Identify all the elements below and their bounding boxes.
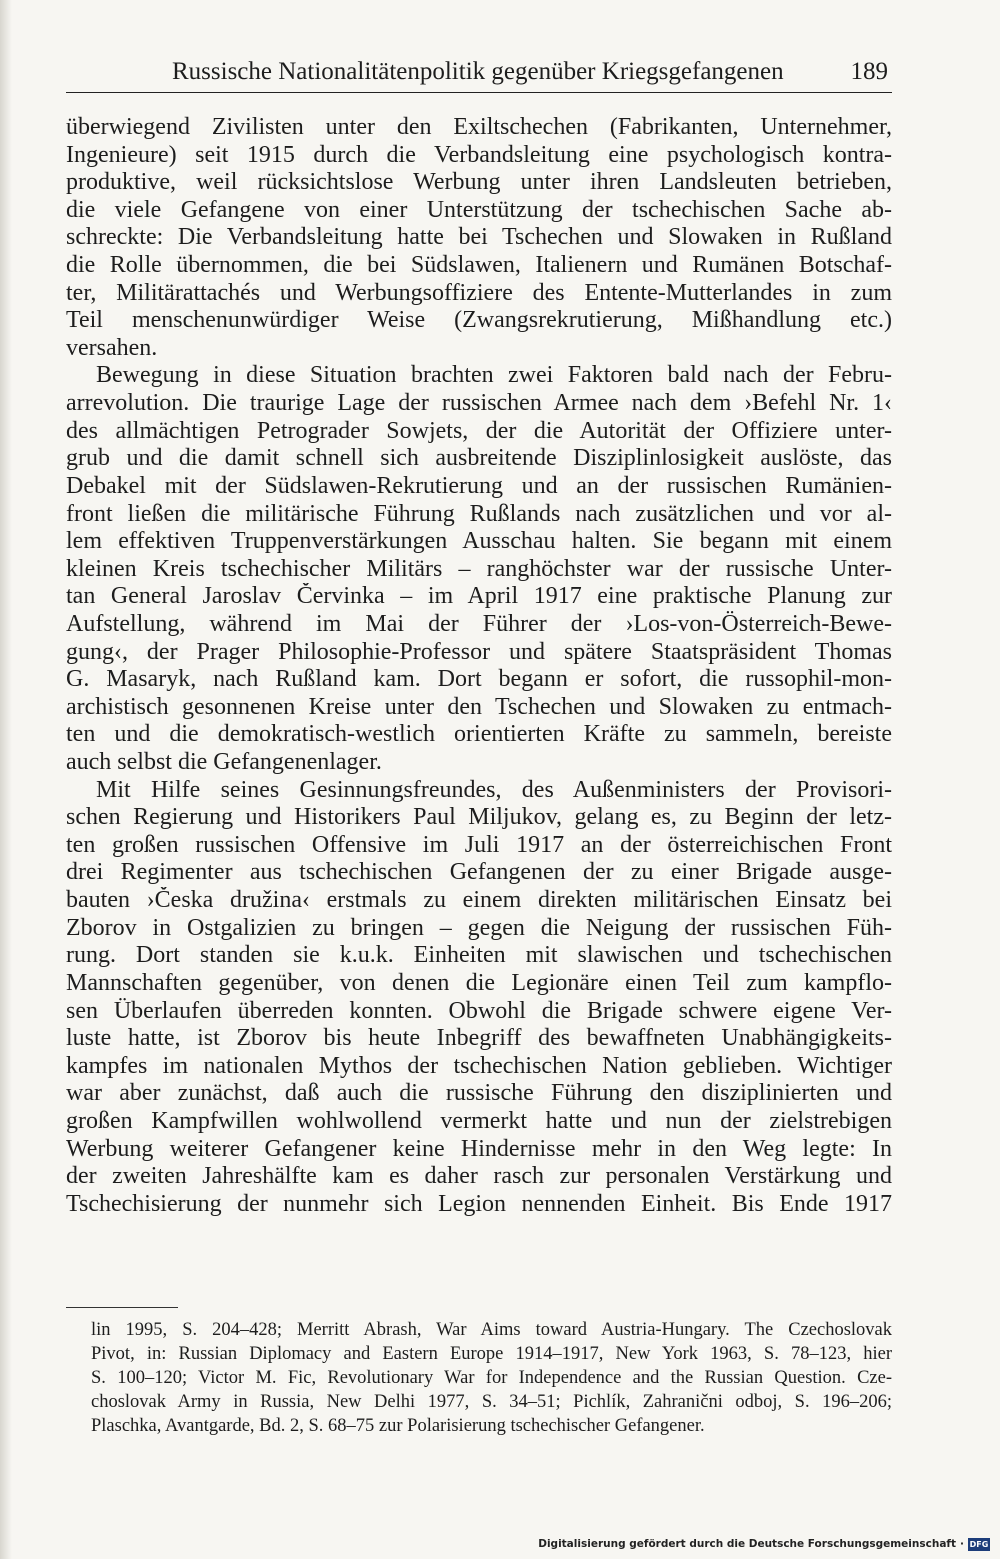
text-line: rung. Dort standen sie k.u.k. Einheiten mit slawischen und tschechischen <box>66 942 892 969</box>
text-line: versahen. <box>66 334 158 361</box>
text-line: drei Regimenter aus tschechischen Gefangenen der zu einer Brigade ausge- <box>66 859 892 886</box>
digitization-credit <box>538 1535 990 1553</box>
text-line: Zborov in Ostgalizien zu bringen – gegen die Neigung der russischen Füh- <box>66 914 892 941</box>
body-text <box>66 114 892 1218</box>
text-line: die viele Gefangene von einer Unterstützung der tschechischen Sache ab- <box>66 196 892 223</box>
dfg-logo: DFG <box>969 1539 989 1549</box>
footnote-line: lin 1995, S. 204–428; Merritt Abrash, War Aims toward Austria-Hungary. The Czechoslovak <box>91 1320 892 1340</box>
footnote-separator <box>66 1307 178 1308</box>
text-line: grub und die damit schnell sich ausbreitende Disziplinlosigkeit auslöste, das <box>66 445 892 472</box>
footnote-line: Plaschka, Avantgarde, Bd. 2, S. 68–75 zur Polarisierung tschechischer Gefangener. <box>91 1416 705 1436</box>
credit-separator: · <box>960 1538 964 1550</box>
footnote-line: S. 100–120; Victor M. Fic, Revolutionary War for Independence and the Russian Question. Cze- <box>91 1368 892 1388</box>
page-number: 189 <box>850 58 888 85</box>
text-line: Mannschaften gegenüber, von denen die Legionäre einen Teil zum kampflo- <box>66 969 892 996</box>
text-line: Teil menschenunwürdiger Weise (Zwangsrekrutierung, Mißhandlung etc.) <box>66 307 892 334</box>
text-line: ten großen russischen Offensive im Juli 1917 an der österreichischen Front <box>66 831 892 858</box>
text-line: auch selbst die Gefangenenlager. <box>66 749 382 776</box>
text-line: Mit Hilfe seines Gesinnungsfreundes, des Außenministers der Provisori- <box>96 776 892 803</box>
footnote-line: Pivot, in: Russian Diplomacy and Eastern Europe 1914–1917, New York 1963, S. 78–123, hier <box>91 1344 892 1364</box>
text-line: luste hatte, ist Zborov bis heute Inbegriff des bewaffneten Unabhängigkeits- <box>66 1025 892 1052</box>
text-line: der zweiten Jahreshälfte kam es daher rasch zur personalen Verstärkung und <box>66 1163 892 1190</box>
text-line: überwiegend Zivilisten unter den Exiltschechen (Fabrikanten, Unternehmer, <box>66 114 892 140</box>
text-line: Aufstellung, während im Mai der Führer der ›Los-von-Österreich-Bewe- <box>66 610 892 637</box>
text-line: Ingenieure) seit 1915 durch die Verbandsleitung eine psychologisch kontra- <box>66 141 892 168</box>
text-line: Bewegung in diese Situation brachten zwei Faktoren bald nach der Febru- <box>96 362 892 389</box>
text-line: Werbung weiterer Gefangener keine Hindernisse mehr in den Weg legte: In <box>66 1135 892 1162</box>
text-line: lem effektiven Truppenverstärkungen Ausschau halten. Sie begann mit einem <box>66 528 892 555</box>
text-line: archistisch gesonnenen Kreise unter den Tschechen und Slowaken zu entmach- <box>66 693 892 720</box>
page-scan-edge <box>0 0 12 1559</box>
text-line: großen Kampfwillen wohlwollend vermerkt hatte und nun der zielstrebigen <box>66 1107 892 1134</box>
text-line: des allmächtigen Petrograder Sowjets, der die Autorität der Offiziere unter- <box>66 417 892 444</box>
text-line: gung‹, der Prager Philosophie-Professor und spätere Staatspräsident Thomas <box>66 638 892 665</box>
text-line: schreckte: Die Verbandsleitung hatte bei Tschechen und Slowaken in Rußland <box>66 224 892 251</box>
text-line: ter, Militärattachés und Werbungsoffiziere des Entente-Mutterlandes in zum <box>66 279 892 306</box>
running-header <box>66 52 892 93</box>
footnotes <box>66 1318 892 1438</box>
text-line: front ließen die militärische Führung Rußlands nach zusätzlichen und vor al- <box>66 500 892 527</box>
text-line: die Rolle übernommen, die bei Südslawen, Italienern und Rumänen Botschaf- <box>66 252 892 279</box>
running-title: Russische Nationalitätenpolitik gegenüber Kriegsgefangenen <box>172 58 784 85</box>
text-line: arrevolution. Die traurige Lage der russischen Armee nach dem ›Befehl Nr. 1‹ <box>66 390 892 417</box>
text-line: schen Regierung und Historikers Paul Miljukov, gelang es, zu Beginn der letz- <box>66 804 892 831</box>
text-line: sen Überlaufen überreden konnten. Obwohl die Brigade schwere eigene Ver- <box>66 997 892 1024</box>
text-line: war aber zunächst, daß auch die russische Führung den disziplinierten und <box>66 1080 892 1107</box>
text-line: kampfes im nationalen Mythos der tschechischen Nation geblieben. Wichtiger <box>66 1052 892 1079</box>
text-line: Tschechisierung der nunmehr sich Legion nennenden Einheit. Bis Ende 1917 <box>66 1190 892 1217</box>
text-line: G. Masaryk, nach Rußland kam. Dort begann er sofort, die russophil-mon- <box>66 666 892 693</box>
text-line: tan General Jaroslav Červinka – im April 1917 eine praktische Planung zur <box>66 583 892 610</box>
text-line: bauten ›Česka družina‹ erstmals zu einem direkten militärischen Einsatz bei <box>66 887 892 914</box>
text-line: kleinen Kreis tschechischer Militärs – ranghöchster war der russische Unter- <box>66 555 892 582</box>
text-line: ten und die demokratisch-westlich orientierten Kräfte zu sammeln, bereiste <box>66 721 892 748</box>
credit-text: Digitalisierung gefördert durch die Deutsche Forschungsgemeinschaft <box>538 1538 956 1550</box>
text-line: produktive, weil rücksichtslose Werbung unter ihren Landsleuten betrieben, <box>66 169 892 196</box>
footnote-line: choslovak Army in Russia, New Delhi 1977, S. 34–51; Pichlík, Zahranični odboj, S. 196–206; <box>91 1392 892 1412</box>
text-line: Debakel mit der Südslawen-Rekrutierung und an der russischen Rumänien- <box>66 472 892 499</box>
